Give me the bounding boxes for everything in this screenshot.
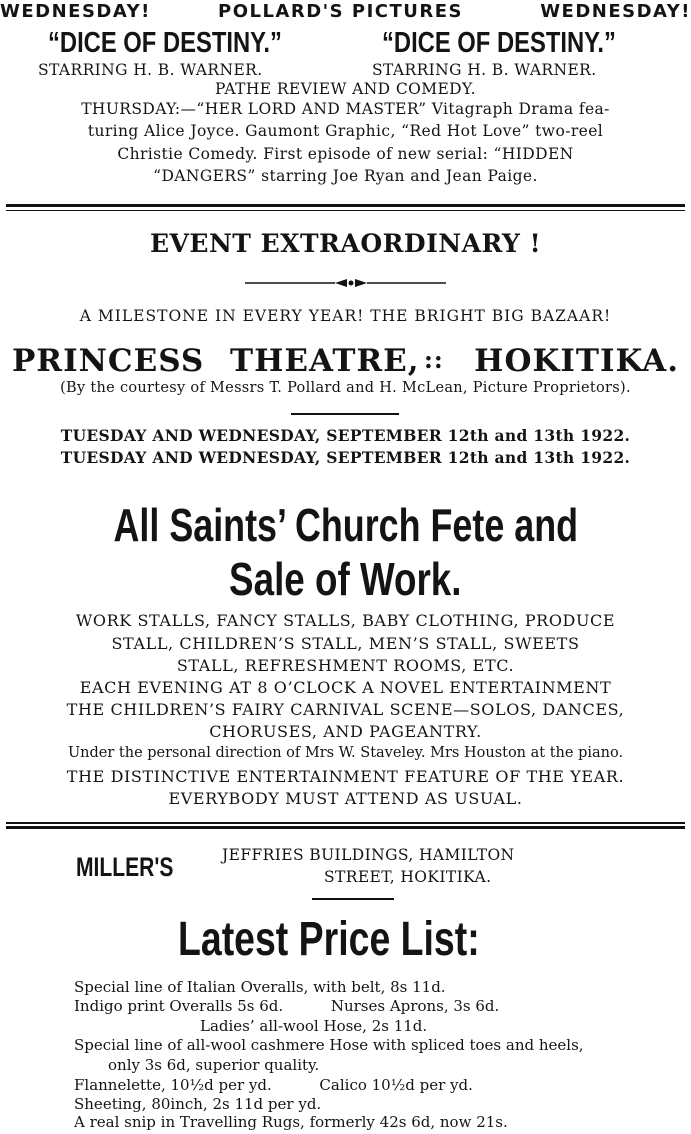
support-program: PATHE REVIEW AND COMEDY. (215, 80, 476, 98)
left-day: WEDNESDAY! (0, 1, 151, 22)
price-item: only 3s 6d, superior quality. (108, 1056, 320, 1074)
thursday-line: “DANGERS” starring Joe Ryan and Jean Paige. (153, 167, 538, 185)
ornament-divider (243, 276, 448, 290)
short-rule (312, 898, 394, 900)
price-list-title: Latest Price List: (178, 913, 480, 966)
body-line: THE CHILDREN’S FAIRY CARNIVAL SCENE—SOLOS, DANCES, (66, 700, 625, 719)
date-line: TUESDAY AND WEDNESDAY, SEPTEMBER 12th and 13th 1922. (60, 426, 631, 445)
price-item: Indigo print Overalls 5s 6d. Nurses Aprons, 3s 6d. (74, 997, 500, 1015)
venue-word: PRINCESS (12, 343, 205, 379)
price-list-heading (0, 912, 691, 968)
fete-subtitle (0, 552, 691, 606)
film-title-right: “DICE OF DESTINY.” (382, 27, 616, 59)
fete-title-line1: All Saints’ Church Fete and (113, 499, 578, 551)
body-line: STALL, REFRESHMENT ROOMS, ETC. (176, 656, 515, 675)
film-title-row (0, 27, 691, 61)
venue-word: THEATRE, (230, 343, 420, 379)
price-item: Special line of all-wool cashmere Hose with spliced toes and heels, (74, 1036, 584, 1054)
thursday-line: turing Alice Joyce. Gaumont Graphic, “Red Hot Love” two-reel (87, 122, 604, 140)
price-item: A real snip in Travelling Rugs, formerly 42s 6d, now 21s. (74, 1113, 508, 1131)
section-divider (6, 822, 685, 824)
venue-line (0, 343, 691, 383)
body-line: EACH EVENING AT 8 O’CLOCK A NOVEL ENTERTAINMENT (79, 678, 612, 697)
starring-right: STARRING H. B. WARNER. (372, 61, 597, 79)
price-item: Ladies’ all-wool Hose, 2s 11d. (200, 1017, 428, 1035)
right-day: WEDNESDAY! (540, 1, 691, 22)
fete-title-line2: Sale of Work. (229, 553, 462, 605)
short-rule (291, 413, 399, 415)
pollards-title: POLLARD'S PICTURES (218, 1, 464, 22)
millers-name: MILLER'S (76, 852, 174, 882)
date-line: TUESDAY AND WEDNESDAY, SEPTEMBER 12th and 13th 1922. (60, 448, 631, 467)
event-headline: EVENT EXTRAORDINARY ! (149, 229, 542, 258)
venue-separator: :: (424, 345, 444, 374)
film-title-left: “DICE OF DESTINY.” (48, 27, 282, 59)
section-divider (6, 204, 685, 207)
millers-address-2: STREET, HOKITIKA. (324, 868, 492, 886)
fete-title (0, 498, 691, 552)
section-divider-thin (6, 210, 685, 211)
body-line: CHORUSES, AND PAGEANTRY. (209, 722, 482, 741)
price-item: Flannelette, 10½d per yd. Calico 10½d per yd. (74, 1076, 473, 1094)
thursday-line: THURSDAY:—“HER LORD AND MASTER” Vitagraph Drama fea- (81, 100, 610, 118)
section-divider-thick (6, 826, 685, 829)
millers-address-1: JEFFRIES BUILDINGS, HAMILTON (222, 846, 515, 864)
pollards-header (0, 0, 691, 24)
body-line: Under the personal direction of Mrs W. Staveley. Mrs Houston at the piano. (67, 745, 624, 761)
venue-word: HOKITIKA. (474, 343, 679, 379)
body-line: STALL, CHILDREN’S STALL, MEN’S STALL, SWEETS (111, 634, 580, 653)
milestone-line: A MILESTONE IN EVERY YEAR! THE BRIGHT BIG BAZAAR! (79, 307, 612, 325)
body-line: THE DISTINCTIVE ENTERTAINMENT FEATURE OF THE YEAR. (66, 767, 625, 786)
price-item: Sheeting, 80inch, 2s 11d per yd. (74, 1095, 322, 1113)
courtesy-line: (By the courtesy of Messrs T. Pollard and H. McLean, Picture Proprietors). (60, 380, 631, 396)
body-line: WORK STALLS, FANCY STALLS, BABY CLOTHING, PRODUCE (75, 611, 616, 630)
thursday-line: Christie Comedy. First episode of new serial: “HIDDEN (117, 145, 574, 163)
body-line: EVERYBODY MUST ATTEND AS USUAL. (168, 789, 523, 808)
starring-left: STARRING H. B. WARNER. (38, 61, 263, 79)
price-item: Special line of Italian Overalls, with belt, 8s 11d. (74, 978, 446, 996)
millers-header (0, 846, 691, 896)
